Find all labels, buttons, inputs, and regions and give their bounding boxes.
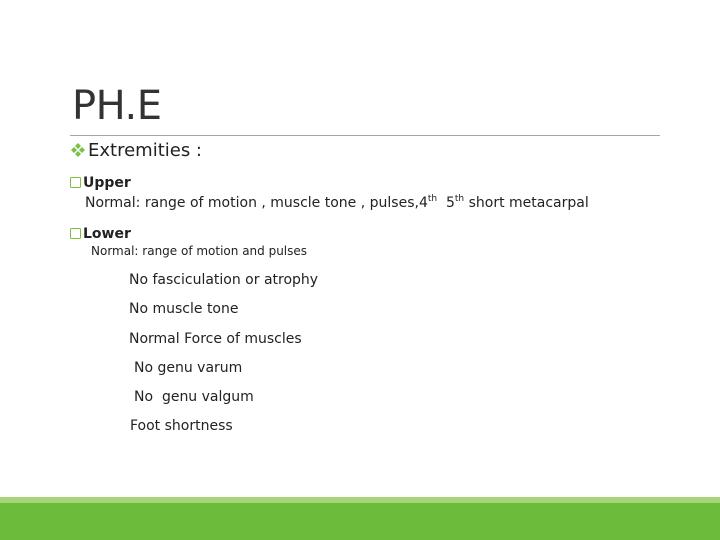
upper-sup-2: th	[454, 194, 465, 204]
heading-label: Extremities :	[88, 140, 202, 161]
upper-line-suffix: short metacarpal	[464, 195, 589, 211]
upper-sup-1: th	[427, 194, 438, 204]
lower-item: No fasciculation or atrophy	[129, 272, 319, 288]
diamond-bullet-icon	[70, 142, 86, 158]
upper-normal-line	[85, 194, 589, 212]
lower-item: Normal Force of muscles	[129, 331, 302, 347]
section-upper	[70, 174, 131, 192]
slide-title: PH.E	[72, 83, 162, 129]
section-lower	[70, 225, 131, 243]
checkbox-bullet-icon	[70, 177, 81, 188]
lower-item: No genu valgum	[134, 389, 254, 405]
lower-item: No genu varum	[134, 360, 243, 376]
lower-item: No muscle tone	[129, 301, 239, 317]
lower-normal-line: Normal: range of motion and pulses	[91, 244, 308, 258]
lower-label: Lower	[83, 226, 131, 242]
footer-bar	[0, 503, 720, 540]
upper-label: Upper	[83, 175, 131, 191]
upper-line-prefix: Normal: range of motion , muscle tone , pulses,4	[85, 195, 428, 211]
checkbox-bullet-icon	[70, 228, 81, 239]
title-divider	[70, 135, 660, 136]
lower-item: Foot shortness	[130, 418, 233, 434]
heading-extremities	[70, 139, 202, 163]
upper-line-mid: 5	[437, 195, 455, 211]
